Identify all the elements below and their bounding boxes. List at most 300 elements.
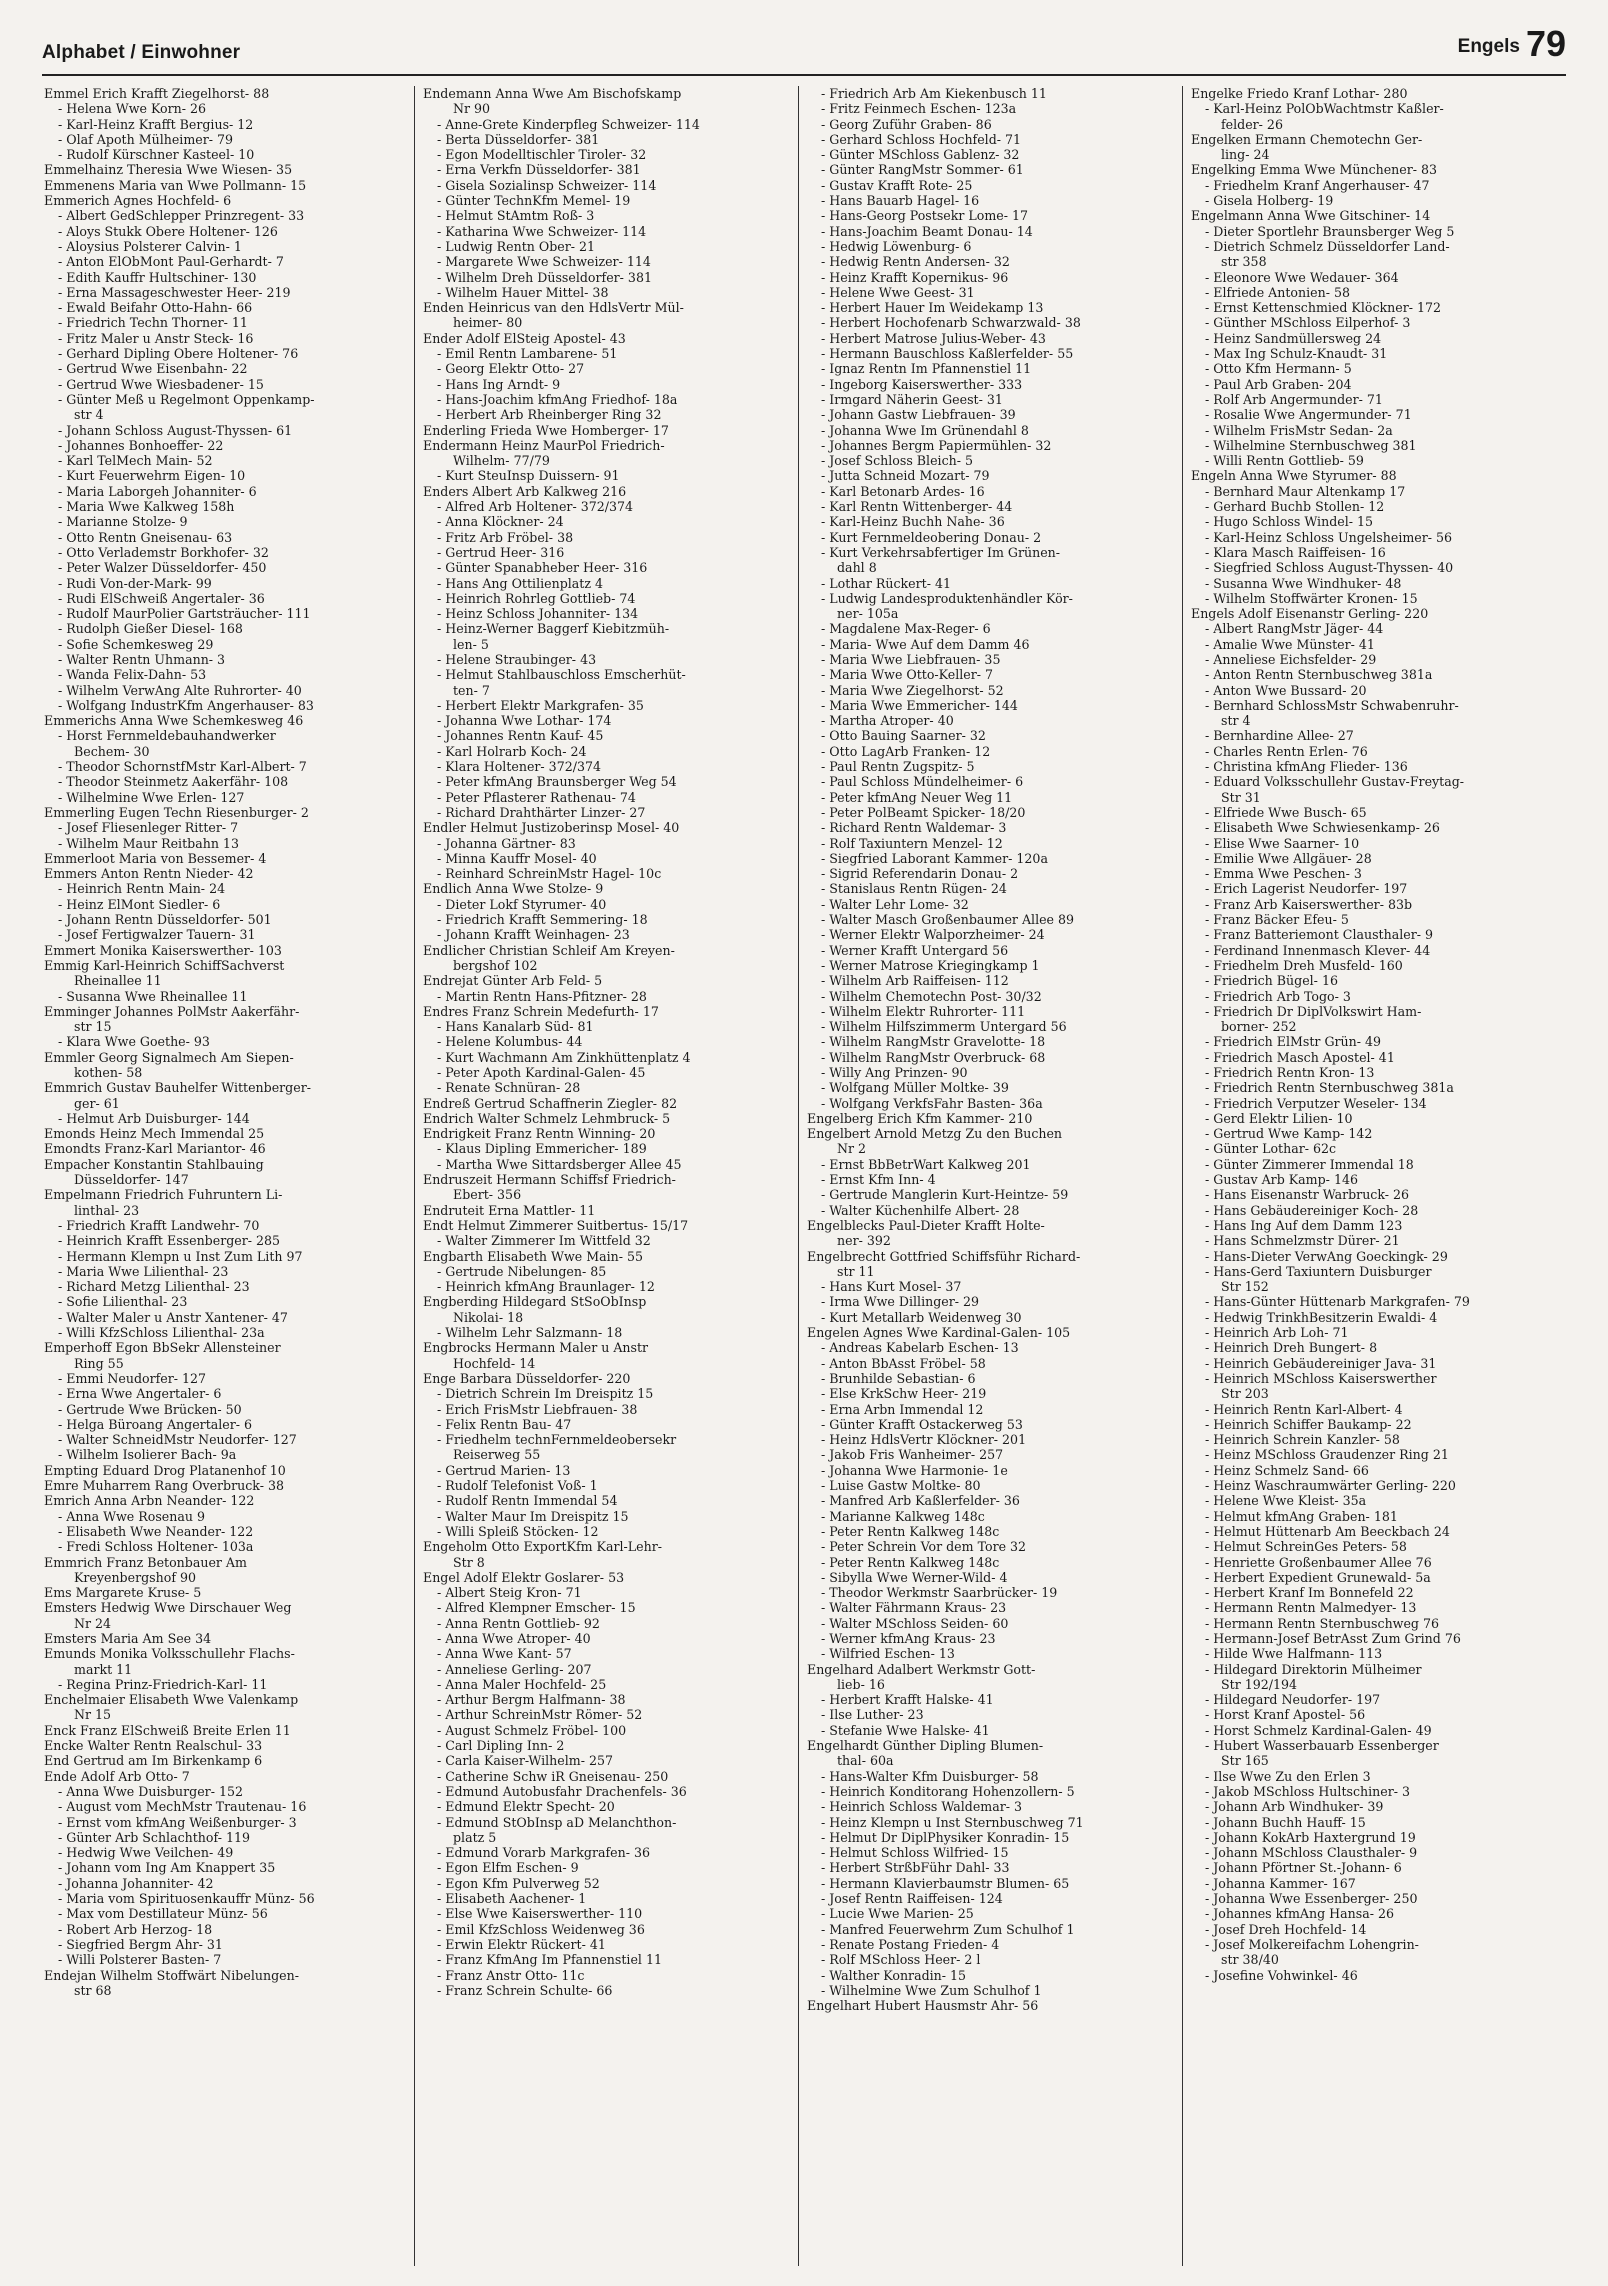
directory-entry-line: - Erich Lagerist Neudorfer- 197 (1205, 881, 1408, 897)
directory-entry-line: - Hans Ing Auf dem Damm 123 (1205, 1217, 1403, 1233)
directory-entry-line: - Franz Batteriemont Clausthaler- 9 (1205, 927, 1434, 943)
directory-entry-line: - Ernst Kettenschmied Klöckner- 172 (1205, 300, 1442, 316)
directory-entry-line: - Friedrich Verputzer Weseler- 134 (1205, 1095, 1427, 1111)
directory-entry-line: - Rosalie Wwe Angermunder- 71 (1205, 407, 1412, 423)
directory-entry-line: - Walter Rentn Uhmann- 3 (58, 651, 226, 667)
directory-entry-line: - Hans Ang Ottilienplatz 4 (437, 575, 604, 591)
directory-entry-line: - Günter TechnKfm Memel- 19 (437, 193, 631, 209)
directory-entry-line: - Wilhelm Maur Reitbahn 13 (58, 835, 239, 851)
directory-entry-line: - Walter MSchloss Seiden- 60 (821, 1615, 1009, 1631)
directory-entry-line: - Karl Betonarb Ardes- 16 (821, 483, 985, 499)
directory-entry-line: Endemann Anna Wwe Am Bischofskamp (423, 86, 682, 101)
directory-entry-line: str 15 (74, 1019, 112, 1035)
directory-entry-line: - Peter Schrein Vor dem Tore 32 (821, 1539, 1027, 1555)
directory-entry-line: - Renate Postang Frieden- 4 (821, 1936, 1000, 1952)
directory-entry-line: - Wilhelm RangMstr Gravelotte- 18 (821, 1034, 1046, 1050)
directory-entry-line: Engbrocks Hermann Maler u Anstr (423, 1340, 649, 1356)
directory-entry-line: - Rolf Taxiuntern Menzel- 12 (821, 835, 1003, 851)
directory-entry-line: - Peter Apoth Kardinal-Galen- 45 (437, 1065, 646, 1080)
directory-entry-line: Endejan Wilhelm Stoffwärt Nibelungen- (44, 1967, 299, 1983)
directory-entry-line: - Egon Kfm Pulverweg 52 (437, 1875, 600, 1891)
directory-entry-line: - Rudi ElSchweiß Angertaler- 36 (58, 590, 265, 606)
directory-entry-line: - Dietrich Schrein Im Dreispitz 15 (437, 1386, 654, 1402)
directory-entry-line: ten- 7 (453, 682, 490, 698)
directory-entry-line: - Hermann Klempn u Inst Zum Lith 97 (58, 1248, 303, 1264)
directory-entry-line: - Willi Polsterer Basten- 7 (58, 1952, 222, 1968)
directory-entry-line: - August vom MechMstr Trautenau- 16 (58, 1799, 307, 1815)
directory-entry-line: ner- 392 (837, 1233, 891, 1249)
directory-entry-line: - Heinz HdlsVertr Klöckner- 201 (821, 1432, 1027, 1448)
directory-entry-line: - Eleonore Wwe Wedauer- 364 (1205, 269, 1399, 285)
directory-entry-line: - Friedrich Arb Am Kiekenbusch 11 (821, 86, 1047, 101)
directory-entry-line: - Heinrich Schrein Kanzler- 58 (1205, 1432, 1400, 1448)
directory-entry-line: - Maria Laborgeh Johanniter- 6 (58, 483, 257, 499)
directory-entry-line: - Peter PolBeamt Spicker- 18/20 (821, 804, 1026, 820)
directory-entry-line: - Heinrich Schiffer Baukamp- 22 (1205, 1416, 1412, 1432)
directory-entry-line: dahl 8 (837, 560, 877, 576)
directory-entry-line: - Irma Wwe Dillinger- 29 (821, 1294, 980, 1310)
directory-entry-line: - Elfriede Antonien- 58 (1205, 284, 1350, 300)
directory-entry-line: platz 5 (453, 1829, 497, 1845)
directory-entry-line: Endlicher Christian Schleif Am Kreyen- (423, 942, 675, 958)
directory-entry-line: - Elise Wwe Saarner- 10 (1205, 835, 1360, 851)
directory-entry-line: - Horst Schmelz Kardinal-Galen- 49 (1205, 1722, 1432, 1738)
directory-entry-line: - Werner Elektr Walporzheimer- 24 (821, 927, 1045, 943)
directory-entry-line: - Paul Schloss Mündelheimer- 6 (821, 774, 1024, 790)
directory-entry-line: - Friedrich Krafft Semmering- 18 (437, 912, 648, 928)
directory-entry-line: - Sibylla Wwe Werner-Wild- 4 (821, 1569, 1008, 1585)
directory-entry-line: - Willy Ang Prinzen- 90 (821, 1065, 968, 1080)
directory-entry-line: - Hans-Dieter VerwAng Goeckingk- 29 (1205, 1248, 1448, 1264)
directory-entry-line: - Hilde Wwe Halfmann- 113 (1205, 1646, 1383, 1662)
directory-entry-line: - Wilhelm Isolierer Bach- 9a (58, 1447, 237, 1463)
directory-entry-line: Enden Heinricus van den HdlsVertr Mül- (423, 300, 684, 316)
directory-entry-line: - Helene Straubinger- 43 (437, 651, 597, 667)
directory-entry-line: Endrejat Günter Arb Feld- 5 (423, 973, 603, 989)
directory-entry-line: Engelbrecht Gottfried Schiffsführ Richard- (807, 1248, 1081, 1264)
directory-entry-line: - Heinrich Krafft Essenberger- 285 (58, 1233, 281, 1249)
directory-entry-line: - Bernhardine Allee- 27 (1205, 728, 1354, 744)
directory-entry-line: - Friedrich Bügel- 16 (1205, 973, 1338, 989)
directory-entry-line: - Hans-Walter Kfm Duisburger- 58 (821, 1768, 1039, 1784)
directory-entry-line: - Jutta Schneid Mozart- 79 (821, 468, 990, 484)
directory-entry-line: - Anna Wwe Kant- 57 (437, 1646, 572, 1662)
directory-entry-line: - Wilhelm Stoffwärter Kronen- 15 (1205, 590, 1418, 606)
directory-entry-line: - Hildegard Neudorfer- 197 (1205, 1692, 1381, 1708)
directory-entry-line: - Willi KfzSchloss Lilienthal- 23a (58, 1325, 265, 1341)
directory-entry-line: - Heinz MSchloss Graudenzer Ring 21 (1205, 1447, 1449, 1463)
directory-entry-line: - Klaus Dipling Emmericher- 189 (437, 1141, 647, 1157)
directory-entry-line: - Jakob MSchloss Hultschiner- 3 (1205, 1783, 1411, 1799)
directory-entry-line: Emmers Anton Rentn Nieder- 42 (44, 866, 254, 882)
directory-entry-line: - Johann Pförtner St.-Johann- 6 (1205, 1860, 1402, 1876)
directory-entry-line: Engelhardt Günther Dipling Blumen- (807, 1738, 1044, 1754)
directory-entry-line: - Horst Fernmeldebauhandwerker (58, 728, 276, 744)
directory-entry-line: Emmert Monika Kaiserswerther- 103 (44, 942, 282, 958)
directory-entry-line: - Hermann Rentn Malmedyer- 13 (1205, 1600, 1417, 1616)
directory-entry-line: - Heinz Sandmüllersweg 24 (1205, 330, 1382, 346)
directory-entry-line: - Wilfried Eschen- 13 (821, 1646, 955, 1662)
directory-entry-line: - Johanna Wwe Im Grünendahl 8 (821, 422, 1029, 438)
directory-entry-line: - Anneliese Eichsfelder- 29 (1205, 651, 1377, 667)
directory-entry-line: - Elfriede Wwe Busch- 65 (1205, 804, 1367, 820)
directory-entry-line: - Peter Rentn Kalkweg 148c (821, 1523, 1000, 1539)
directory-entry-line: - Brunhilde Sebastian- 6 (821, 1370, 976, 1386)
directory-entry-line: - Rudi Von-der-Mark- 99 (58, 575, 212, 591)
directory-entry-line: - Helmut Hüttenarb Am Beeckbach 24 (1205, 1523, 1450, 1539)
directory-entry-line: - Ernst vom kfmAng Weißenburger- 3 (58, 1814, 297, 1830)
directory-entry-line: - Hildegard Direktorin Mülheimer (1205, 1661, 1422, 1677)
directory-entry-line: - Erich FrisMstr Liebfrauen- 38 (437, 1401, 638, 1417)
directory-entry-line: - Emil Rentn Lambarene- 51 (437, 346, 618, 362)
directory-entry-line: Engbarth Elisabeth Wwe Main- 55 (423, 1248, 644, 1264)
directory-entry-line: Nr 15 (74, 1707, 112, 1723)
directory-entry-line: - Anne-Grete Kinderpfleg Schweizer- 114 (437, 116, 700, 132)
directory-entry-line: - Walter Lehr Lome- 32 (821, 896, 969, 912)
directory-entry-line: Wilhelm- 77/79 (453, 453, 550, 469)
directory-entry-line: - Maria Wwe Liebfrauen- 35 (821, 651, 1001, 667)
directory-entry-line: - Hedwig Wwe Veilchen- 49 (58, 1845, 234, 1861)
directory-entry-line: Endrich Walter Schmelz Lehmbruck- 5 (423, 1110, 671, 1126)
directory-entry-line: - Gertrud Wwe Kamp- 142 (1205, 1126, 1373, 1142)
directory-entry-line: - Rolf Arb Angermunder- 71 (1205, 391, 1383, 407)
directory-entry-line: - Arthur Bergm Halfmann- 38 (437, 1692, 626, 1708)
directory-entry-line: - Susanna Wwe Windhuker- 48 (1205, 575, 1402, 591)
directory-entry-line: - Rudolph Gießer Diesel- 168 (58, 621, 243, 637)
directory-entry-line: - Gerd Elektr Lilien- 10 (1205, 1110, 1353, 1126)
directory-entry-line: - Fritz Maler u Anstr Steck- 16 (58, 330, 254, 346)
directory-entry-line: - Wolfgang IndustrKfm Angerhauser- 83 (58, 697, 314, 713)
directory-entry-line: - Gustav Krafft Rote- 25 (821, 177, 973, 193)
directory-entry-line: - Kurt Verkehrsabfertiger Im Grünen- (821, 544, 1061, 560)
directory-entry-line: - Gerhard Schloss Hochfeld- 71 (821, 131, 1022, 147)
directory-entry-line: - Dietrich Schmelz Düsseldorfer Land- (1205, 238, 1450, 254)
directory-entry-line: - Jakob Fris Wanheimer- 257 (821, 1447, 1004, 1463)
directory-entry-line: - Hedwig Rentn Andersen- 32 (821, 254, 1010, 270)
directory-entry-line: Engelbert Arnold Metzg Zu den Buchen (807, 1126, 1063, 1142)
directory-entry-line: - Heinrich kfmAng Braunlager- 12 (437, 1279, 655, 1295)
directory-entry-line: - Wilhelmine Sternbuschweg 381 (1205, 437, 1417, 453)
directory-entry-line: - Hans-Günter Hüttenarb Markgrafen- 79 (1205, 1294, 1470, 1310)
directory-entry-line: - Friedrich Krafft Landwehr- 70 (58, 1217, 260, 1233)
directory-entry-line: - Gerhard Dipling Obere Holtener- 76 (58, 346, 299, 362)
directory-entry-line: - Gertrude Nibelungen- 85 (437, 1263, 607, 1279)
directory-entry-line: - Heinrich MSchloss Kaiserswerther (1205, 1370, 1437, 1386)
directory-entry-line: - Heinrich Konditorang Hohenzollern- 5 (821, 1783, 1075, 1799)
directory-entry-line: - Gertrud Heer- 316 (437, 544, 565, 560)
directory-entry-line: Emre Muharrem Rang Overbruck- 38 (44, 1478, 284, 1494)
directory-entry-line: - Regina Prinz-Friedrich-Karl- 11 (58, 1676, 268, 1692)
directory-entry-line: Emmerich Agnes Hochfeld- 6 (44, 193, 232, 209)
directory-entry-line: - Heinrich Gebäudereiniger Java- 31 (1205, 1355, 1437, 1371)
directory-entry-line: - Gertrude Wwe Brücken- 50 (58, 1401, 242, 1417)
directory-entry-line: - Eduard Volksschullehr Gustav-Freytag- (1205, 774, 1465, 790)
directory-entry-line: - Berta Düsseldorfer- 381 (437, 131, 600, 147)
directory-entry-line: - Robert Arb Herzog- 18 (58, 1921, 213, 1937)
directory-entry-line: - Karl-Heinz Schloss Ungelsheimer- 56 (1205, 529, 1453, 545)
directory-entry-line: - Theodor Steinmetz Aakerfähr- 108 (58, 774, 289, 790)
directory-entry-line: - Albert GedSchlepper Prinzregent- 33 (58, 208, 305, 224)
directory-entry-line: heimer- 80 (453, 315, 523, 331)
directory-entry-line: - Emmi Neudorfer- 127 (58, 1370, 207, 1386)
directory-entry-line: - Peter Walzer Düsseldorfer- 450 (58, 560, 267, 576)
directory-entry-line: - Helmut Schloss Wilfried- 15 (821, 1845, 1009, 1861)
directory-entry-line: - Kurt Feuerwehrm Eigen- 10 (58, 468, 246, 484)
directory-entry-line: End Gertrud am Im Birkenkamp 6 (44, 1753, 263, 1769)
directory-entry-line: - Peter Rentn Kalkweg 148c (821, 1554, 1000, 1570)
directory-entry-line: - Reinhard SchreinMstr Hagel- 10c (437, 866, 662, 882)
directory-entry-line: Emmrich Gustav Bauhelfer Wittenberger- (44, 1080, 311, 1096)
directory-entry-line: - Hugo Schloss Windel- 15 (1205, 514, 1374, 530)
directory-entry-line: - Günter Zimmerer Immendal 18 (1205, 1156, 1414, 1172)
directory-entry-line: - Lothar Rückert- 41 (821, 575, 952, 591)
directory-entry-line: Engels Adolf Eisenanstr Gerling- 220 (1191, 606, 1429, 622)
directory-entry-line: - Hans Schmelzmstr Dürer- 21 (1205, 1233, 1400, 1249)
directory-entry-line: - Maria Wwe Emmericher- 144 (821, 697, 1018, 713)
directory-entry-line: str 4 (74, 407, 104, 423)
directory-entry-line: - Karl-Heinz PolObWachtmstr Kaßler- (1205, 101, 1444, 117)
directory-entry-line: - Irmgard Näherin Geest- 31 (821, 391, 1003, 407)
directory-entry-line: - Hans Gebäudereiniger Koch- 28 (1205, 1202, 1419, 1218)
directory-entry-line: - Karl-Heinz Krafft Bergius- 12 (58, 116, 254, 132)
directory-entry-line: Nikolai- 18 (453, 1309, 524, 1325)
directory-entry-line: Nr 90 (453, 101, 491, 117)
directory-entry-line: - Carl Dipling Inn- 2 (437, 1738, 565, 1754)
directory-entry-line: - Hermann-Josef BetrAsst Zum Grind 76 (1205, 1630, 1461, 1646)
directory-entry-line: - Karl Rentn Wittenberger- 44 (821, 499, 1013, 515)
directory-entry-line: - Kurt SteuInsp Duissern- 91 (437, 468, 620, 484)
directory-entry-line: - Helmut Dr DiplPhysiker Konradin- 15 (821, 1829, 1070, 1845)
directory-column-3 (798, 86, 1183, 2266)
directory-entry-line: - Siegfried Bergm Ahr- 31 (58, 1936, 223, 1952)
directory-column-4 (1182, 86, 1569, 2266)
directory-entry-line: - Emil KfzSchloss Weidenweg 36 (437, 1921, 645, 1937)
directory-entry-line: - Gerhard Buchb Stollen- 12 (1205, 499, 1385, 515)
directory-entry-line: - Georg Elektr Otto- 27 (437, 361, 585, 377)
directory-entry-line: Empting Eduard Drog Platanenhof 10 (44, 1462, 286, 1478)
directory-entry-line: Str 203 (1221, 1386, 1269, 1402)
directory-entry-line: Endt Helmut Zimmerer Suitbertus- 15/17 (423, 1217, 689, 1233)
directory-entry-line: Emperhoff Egon BbSekr Allensteiner (44, 1340, 281, 1356)
directory-entry-line: - Erna Verkfn Düsseldorfer- 381 (437, 162, 641, 178)
directory-entry-line: Empacher Konstantin Stahlbauing (44, 1156, 264, 1172)
header-city-word: Engels (1457, 36, 1520, 57)
directory-entry-line: str 4 (1221, 713, 1251, 729)
directory-entry-line: - Amalie Wwe Münster- 41 (1205, 636, 1375, 652)
directory-entry-line: - Maria Wwe Lilienthal- 23 (58, 1263, 229, 1279)
directory-entry-line: - Else KrkSchw Heer- 219 (821, 1386, 987, 1402)
directory-entry-line: - Horst Kranf Apostel- 56 (1205, 1707, 1366, 1723)
directory-entry-line: - Rudolf MaurPolier Gartsträucher- 111 (58, 606, 311, 622)
page-header-right (1457, 23, 1566, 64)
directory-entry-line: - Andreas Kabelarb Eschen- 13 (821, 1340, 1019, 1356)
directory-entry-line: - Hermann Rentn Sternbuschweg 76 (1205, 1615, 1440, 1631)
directory-entry-line: - Edmund Autobusfahr Drachenfels- 36 (437, 1783, 687, 1799)
directory-entry-line: - Johanna Wwe Lothar- 174 (437, 713, 612, 729)
directory-entry-line: - Josef Molkereifachm Lohengrin- (1205, 1936, 1419, 1952)
directory-entry-line: - Wilhelm RangMstr Overbruck- 68 (821, 1049, 1046, 1065)
directory-entry-line: - Otto Verlademstr Borkhofer- 32 (58, 544, 269, 560)
directory-entry-line: - Walter Masch Großenbaumer Allee 89 (821, 912, 1075, 928)
directory-entry-line: - Marianne Kalkweg 148c (821, 1508, 985, 1524)
directory-entry-line: - Edmund StObInsp aD Melanchthon- (437, 1814, 677, 1830)
directory-entry-line: Engelmann Anna Wwe Gitschiner- 14 (1191, 208, 1431, 224)
directory-entry-line: - Josef Fliesenleger Ritter- 7 (58, 820, 239, 836)
directory-entry-line: Emunds Monika Volksschullehr Flachs- (44, 1646, 295, 1662)
directory-entry-line: - Henriette Großenbaumer Allee 76 (1205, 1554, 1432, 1570)
directory-entry-line: - Wilhelm Elektr Ruhrorter- 111 (821, 1003, 1026, 1019)
directory-entry-line: - Bernhard Maur Altenkamp 17 (1205, 483, 1406, 499)
directory-entry-line: - Georg Zuführ Graben- 86 (821, 116, 992, 132)
directory-entry-line: Str 152 (1221, 1279, 1269, 1295)
directory-entry-line: Nr 24 (74, 1615, 112, 1631)
directory-entry-line: - Maria Wwe Ziegelhorst- 52 (821, 682, 1004, 698)
directory-entry-line: - Friedrich Rentn Sternbuschweg 381a (1205, 1080, 1454, 1096)
directory-entry-line: - Heinrich Rentn Main- 24 (58, 881, 226, 897)
directory-entry-line: bergshof 102 (453, 957, 538, 973)
directory-entry-line: - Friedrich ElMstr Grün- 49 (1205, 1034, 1382, 1050)
directory-entry-line: - Alfred Arb Holtener- 372/374 (437, 499, 634, 515)
directory-entry-line: - Herbert Hochofenarb Schwarzwald- 38 (821, 315, 1081, 331)
directory-entry-line: Endres Franz Schrein Medefurth- 17 (423, 1003, 659, 1019)
directory-entry-line: - Stefanie Wwe Halske- 41 (821, 1722, 990, 1738)
directory-entry-line: Emondts Franz-Karl Mariantor- 46 (44, 1141, 266, 1157)
directory-entry-line: - Franz Anstr Otto- 11c (437, 1967, 585, 1983)
directory-entry-line: - Hans Bauarb Hagel- 16 (821, 193, 980, 209)
directory-entry-line: - Helmut Stahlbauschloss Emscherhüt- (437, 667, 686, 683)
directory-entry-line: - Margarete Wwe Schweizer- 114 (437, 254, 651, 270)
directory-entry-line: - Herbert Arb Rheinberger Ring 32 (437, 407, 662, 423)
directory-entry-line: - Wilhelm Arb Raiffeisen- 112 (821, 973, 1009, 989)
directory-entry-line: - Walter Zimmerer Im Wittfeld 32 (437, 1233, 651, 1249)
directory-entry-line: Emsters Hedwig Wwe Dirschauer Weg (44, 1600, 292, 1616)
directory-entry-line: - Edith Kauffr Hultschiner- 130 (58, 269, 257, 285)
directory-entry-line: - Edmund Elektr Specht- 20 (437, 1799, 615, 1815)
directory-entry-line: Engelhard Adalbert Werkmstr Gott- (807, 1661, 1036, 1677)
directory-entry-line: - Otto Kfm Hermann- 5 (1205, 361, 1352, 377)
directory-entry-line: - Herbert Expedient Grunewald- 5a (1205, 1569, 1431, 1585)
directory-entry-line: - Elisabeth Wwe Schwiesenkamp- 26 (1205, 820, 1440, 836)
directory-entry-line: - Wolfgang VerkfsFahr Basten- 36a (821, 1095, 1043, 1111)
directory-entry-line: - Maria vom Spirituosenkauffr Münz- 56 (58, 1891, 315, 1907)
directory-entry-line: - Franz Bäcker Efeu- 5 (1205, 912, 1349, 928)
directory-entry-line: - Emma Wwe Peschen- 3 (1205, 866, 1362, 882)
directory-entry-line: - Franz Arb Kaiserswerther- 83b (1205, 896, 1413, 912)
directory-entry-line: - Heinrich Rentn Karl-Albert- 4 (1205, 1401, 1403, 1417)
directory-entry-line: - Johann Schloss August-Thyssen- 61 (58, 422, 293, 438)
directory-entry-line: Ems Margarete Kruse- 5 (44, 1585, 202, 1601)
directory-entry-line: Emmenens Maria van Wwe Pollmann- 15 (44, 177, 307, 193)
directory-entry-line: - Walter Fährmann Kraus- 23 (821, 1600, 1007, 1616)
directory-entry-line: - Günter RangMstr Sommer- 61 (821, 162, 1024, 178)
directory-entry-line: - Charles Rentn Erlen- 76 (1205, 743, 1368, 759)
directory-entry-line: - Max Ing Schulz-Knaudt- 31 (1205, 346, 1388, 362)
directory-entry-line: - Heinz Waschraumwärter Gerling- 220 (1205, 1478, 1456, 1494)
directory-entry-line: - Heinrich Arb Loh- 71 (1205, 1325, 1349, 1341)
directory-entry-line: Ender Adolf ElSteig Apostel- 43 (423, 330, 626, 346)
directory-entry-line: - Fritz Arb Fröbel- 38 (437, 529, 574, 545)
directory-entry-line: ger- 61 (74, 1095, 120, 1111)
directory-entry-line: Engelke Friedo Kranf Lothar- 280 (1191, 86, 1408, 101)
directory-entry-line: - Johann Buchh Hauff- 15 (1205, 1814, 1366, 1830)
directory-entry-line: - Richard Drahthärter Linzer- 27 (437, 804, 646, 820)
directory-entry-line: - Josef Schloss Bleich- 5 (821, 453, 973, 469)
directory-entry-line: Emmerloot Maria von Bessemer- 4 (44, 850, 267, 866)
directory-entry-line: - Walther Konradin- 15 (821, 1967, 967, 1983)
directory-entry-line: - Otto LagArb Franken- 12 (821, 743, 991, 759)
directory-entry-line: - Alfred Klempner Emscher- 15 (437, 1600, 636, 1616)
directory-entry-line: - Ernst BbBetrWart Kalkweg 201 (821, 1156, 1031, 1172)
directory-entry-line: - Heinrich Schloss Waldemar- 3 (821, 1799, 1023, 1815)
directory-entry-line: - Anna Wwe Atroper- 40 (437, 1630, 591, 1646)
directory-entry-line: - Emilie Wwe Allgäuer- 28 (1205, 850, 1372, 866)
directory-entry-line: - Christina kfmAng Flieder- 136 (1205, 759, 1408, 775)
page-number: 79 (1525, 23, 1566, 64)
directory-entry-line: - Lucie Wwe Marien- 25 (821, 1906, 974, 1922)
directory-entry-line: - Maria- Wwe Auf dem Damm 46 (821, 636, 1030, 652)
directory-entry-line: Str 31 (1221, 789, 1261, 805)
directory-entry-line: - Fredi Schloss Holtener- 103a (58, 1539, 254, 1555)
directory-entry-line: - Stanislaus Rentn Rügen- 24 (821, 881, 1007, 897)
directory-entry-line: Str 165 (1221, 1753, 1269, 1769)
directory-entry-line: - Friedhelm Kranf Angerhauser- 47 (1205, 177, 1430, 193)
directory-entry-line: Engeholm Otto ExportKfm Karl-Lehr- (423, 1539, 662, 1555)
directory-entry-line: - Bernhard SchlossMstr Schwabenruhr- (1205, 697, 1459, 713)
directory-entry-line: - Magdalene Max-Reger- 6 (821, 621, 991, 637)
directory-entry-line: - Gertrud Marien- 13 (437, 1462, 571, 1478)
directory-entry-line: - Felix Rentn Bau- 47 (437, 1416, 572, 1432)
directory-entry-line: - Friedrich Rentn Kron- 13 (1205, 1065, 1375, 1080)
directory-entry-line: - Elisabeth Wwe Neander- 122 (58, 1523, 254, 1539)
directory-entry-line: - Helene Wwe Geest- 31 (821, 284, 975, 300)
directory-entry-line: Empelmann Friedrich Fuhruntern Li- (44, 1187, 283, 1203)
directory-entry-line: Enge Barbara Düsseldorfer- 220 (423, 1370, 631, 1386)
directory-entry-line: - Peter Pflasterer Rathenau- 74 (437, 789, 636, 805)
directory-entry-line: - Walter SchneidMstr Neudorfer- 127 (58, 1432, 297, 1448)
directory-entry-line: - Anna Wwe Duisburger- 152 (58, 1783, 243, 1799)
directory-entry-line: - Helene Kolumbus- 44 (437, 1034, 583, 1050)
directory-entry-line: - Johannes kfmAng Hansa- 26 (1205, 1906, 1395, 1922)
directory-entry-line: lieb- 16 (837, 1676, 885, 1692)
directory-entry-line: - Willi Spleiß Stöcken- 12 (437, 1523, 599, 1539)
directory-entry-line: - Werner kfmAng Kraus- 23 (821, 1630, 996, 1646)
directory-entry-line: - Anna Wwe Rosenau 9 (58, 1508, 205, 1524)
directory-entry-line: - Hermann Bauschloss Kaßlerfelder- 55 (821, 346, 1074, 362)
directory-entry-line: str 358 (1221, 254, 1267, 270)
directory-entry-line: - Wilhelm Hilfszimmerm Untergard 56 (821, 1019, 1067, 1035)
directory-entry-line: - Sofie Schemkesweg 29 (58, 636, 214, 652)
directory-entry-line: - Hans Kanalarb Süd- 81 (437, 1019, 594, 1035)
directory-entry-line: - Dieter Sportlehr Braunsberger Weg 5 (1205, 223, 1455, 239)
directory-entry-line: - Peter kfmAng Neuer Weg 11 (821, 789, 1013, 805)
directory-entry-line: - Elisabeth Aachener- 1 (437, 1891, 587, 1907)
directory-entry-line: Engelhart Hubert Hausmstr Ahr- 56 (807, 1998, 1039, 2014)
directory-entry-line: - Anneliese Gerling- 207 (437, 1661, 592, 1677)
directory-entry-line: - Ilse Wwe Zu den Erlen 3 (1205, 1768, 1371, 1784)
directory-entry-line: - Paul Arb Graben- 204 (1205, 376, 1352, 392)
directory-entry-line: - Wilhelm FrisMstr Sedan- 2a (1205, 422, 1393, 438)
directory-entry-line: - Hans-Gerd Taxiuntern Duisburger (1205, 1263, 1432, 1279)
directory-entry-line: Emonds Heinz Mech Immendal 25 (44, 1126, 265, 1142)
directory-entry-line: - Else Wwe Kaiserswerther- 110 (437, 1906, 643, 1922)
directory-entry-line: Emmler Georg Signalmech Am Siepen- (44, 1049, 294, 1065)
directory-entry-line: - Egon Elfm Eschen- 9 (437, 1860, 579, 1876)
directory-entry-line: - Johanna Wwe Essenberger- 250 (1205, 1891, 1418, 1907)
directory-entry-line: - Karl TelMech Main- 52 (58, 453, 213, 469)
directory-entry-line: - Martha Wwe Sittardsberger Allee 45 (437, 1156, 682, 1172)
directory-entry-line: - Gertrud Wwe Wiesbadener- 15 (58, 376, 264, 392)
directory-entry-line: Emmerichs Anna Wwe Schemkesweg 46 (44, 713, 304, 729)
